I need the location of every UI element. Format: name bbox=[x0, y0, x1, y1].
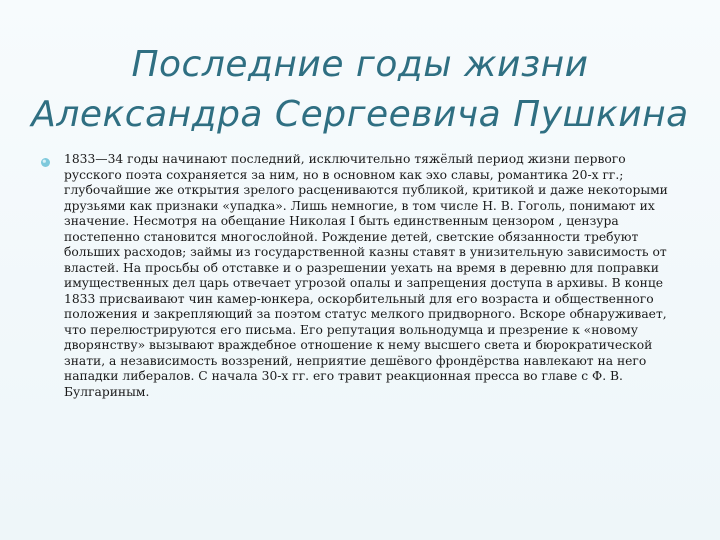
bullet-icon bbox=[40, 157, 51, 168]
title-line-2: Александра Сергеевича Пушкина bbox=[31, 94, 689, 135]
bullet-text: 1833—34 годы начинают последний, исключительно тяжёлый период жизни первого русского поэта сохраняется за ним, но в основном как эхо славы, романтика 20-х гг.; глубочайшие же открытия зрелого расцениваются публикой, критикой и даже некоторыми друзьями как признаки «упадка». Лишь немногие, в том числе Н. В. Гоголь, понимают их значение. Несмотря на обещание Николая I быть единственным цензором , цензура постепенно становится многослойной. Рождение детей, светские обязанности требуют больших расходов; займы из государственной казны ставят в унизительную зависимость от властей. На просьбы об отставке и о разрешении уехать на время в деревню для поправки имущественных дел царь отвечает угрозой опалы и запрещения доступа в архивы. В конце 1833 присваивают чин камер-юнкера, оскорбительный для его возраста и общественного положения и закрепляющий за поэтом статус мелкого придворного. Вскоре обнаруживает, что перелюстрируются его письма. Его репутация вольнодумца и презрение к «новому дворянству» вызывают враждебное отношение к нему высшего света и бюрократической знати, а независимость воззрений, неприятие дешёвого фрондёрства навлекают на него нападки либералов. С начала 30-х гг. его травит реакционная пресса во главе с Ф. В. Булгариным. bbox=[64, 152, 668, 399]
title-line-1: Последние годы жизни bbox=[131, 44, 589, 85]
slide-body bbox=[40, 152, 680, 400]
slide-title bbox=[20, 40, 700, 140]
